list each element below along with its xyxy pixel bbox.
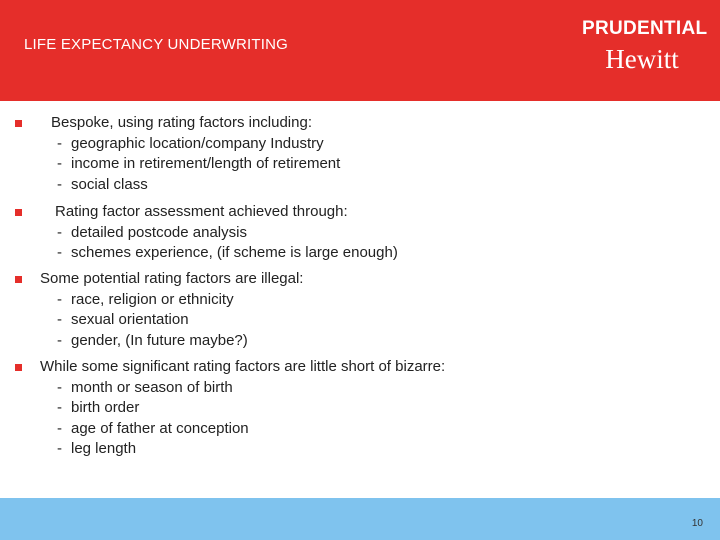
header-bar	[0, 0, 720, 101]
sub-bullet-text: social class	[71, 175, 148, 193]
sub-bullet-text: gender, (In future maybe?)	[71, 331, 248, 349]
dash-marker: -	[57, 175, 62, 193]
bullet-text: Rating factor assessment achieved through:	[55, 203, 348, 220]
sub-bullet	[40, 290, 303, 311]
sub-bullet	[51, 154, 340, 175]
sub-bullet	[51, 175, 340, 196]
dash-marker: -	[57, 311, 62, 328]
sub-bullet-text: detailed postcode analysis	[71, 223, 247, 241]
bullet-text: While some significant rating factors are little short of bizarre:	[40, 358, 446, 375]
logo-text-prudential: PRUDENTIAL	[582, 18, 708, 39]
dash-marker: -	[57, 244, 62, 261]
sub-bullet	[55, 243, 398, 264]
sub-bullet-text: birth order	[71, 399, 140, 416]
sub-bullet-text: income in retirement/length of retirement	[71, 155, 341, 172]
sub-bullet-text: geographic location/company Industry	[71, 134, 324, 152]
sub-bullet-text: schemes experience, (if scheme is large enough)	[71, 244, 398, 261]
sub-bullet-text: month or season of birth	[71, 378, 233, 396]
dash-marker: -	[57, 134, 62, 152]
sub-bullet	[40, 439, 445, 460]
sub-bullet	[40, 310, 303, 331]
dash-marker: -	[57, 440, 62, 457]
sub-bullet	[40, 398, 445, 419]
sub-bullet-text: leg length	[71, 440, 137, 457]
sub-bullet	[51, 134, 340, 155]
bullet-marker-icon	[15, 209, 22, 216]
prudential-hewitt-logo	[582, 18, 708, 75]
dash-marker: -	[57, 378, 62, 396]
bullet-marker-icon	[15, 276, 22, 283]
bullet-text: Some potential rating factors are illegal:	[40, 270, 304, 287]
dash-marker: -	[57, 290, 62, 308]
dash-marker: -	[57, 419, 62, 437]
page-number: 10	[691, 518, 703, 529]
bullet-marker-icon	[15, 120, 22, 127]
slide-title: LIFE EXPECTANCY UNDERWRITING	[24, 36, 288, 53]
dash-marker: -	[57, 331, 62, 349]
dash-marker: -	[57, 155, 62, 172]
sub-bullet-text: age of father at conception	[71, 419, 249, 437]
sub-bullet	[40, 331, 303, 352]
dash-marker: -	[57, 399, 62, 416]
footer-bar	[0, 498, 720, 540]
sub-bullet	[55, 223, 398, 244]
sub-bullet-text: sexual orientation	[71, 311, 189, 328]
sub-bullet	[40, 419, 445, 440]
logo-text-hewitt: Hewitt	[605, 44, 679, 74]
dash-marker: -	[57, 223, 62, 241]
sub-bullet-text: race, religion or ethnicity	[71, 290, 234, 308]
bullet-marker-icon	[15, 364, 22, 371]
sub-bullet	[40, 378, 445, 399]
bullet-text: Bespoke, using rating factors including:	[51, 114, 312, 131]
